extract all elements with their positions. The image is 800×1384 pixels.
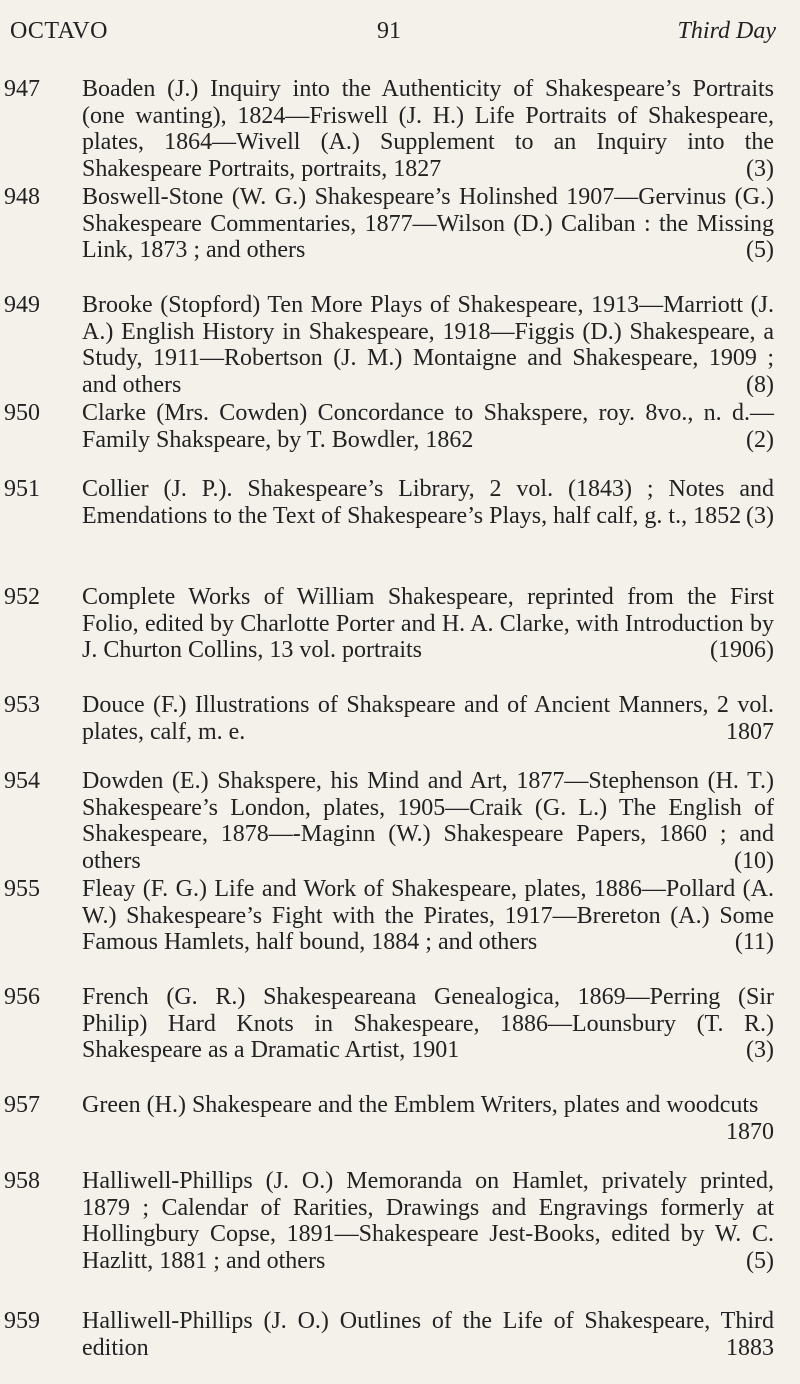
lot-text: Fleay (F. G.) Life and Work of Shakespeare, plates, 1886—Pollard (A. W.) Shakespeare’s Fight with the Pirates, 1917—Brereton (A.) Some Famous Hamlets, half bound, 1884 ; and others [82, 876, 774, 955]
lot-entry [0, 692, 800, 768]
lot-count: (5) [746, 237, 774, 263]
lot-number: 950 [4, 400, 40, 426]
lot-text: French (G. R.) Shakespeareana Genealogica, 1869—Perring (Sir Philip) Hard Knots in Shakespeare, 1886—Lounsbury (T. R.) Shakespeare as a Dramatic Artist, 1901 [82, 984, 774, 1063]
lot-text: Dowden (E.) Shakspere, his Mind and Art, 1877—Stephenson (H. T.) Shakespeare’s London, plates, 1905—Craik (G. L.) The English of Shakespeare, 1878—-Maginn (W.) Shakespeare Papers, 1860 ; and others [82, 768, 774, 874]
lot-description [82, 476, 774, 529]
lot-text: Complete Works of William Shakespeare, reprinted from the First Folio, edited by Charlotte Porter and H. A. Clarke, with Introduction by J. Churton Collins, 13 vol. portraits [82, 584, 774, 663]
lot-text: Collier (J. P.). Shakespeare’s Library, 2 vol. (1843) ; Notes and Emendations to the Text of Shakespeare’s Plays, half calf, g. t., 1852 [82, 476, 774, 529]
lot-entry [0, 400, 800, 476]
lot-text: Halliwell-Phillips (J. O.) Outlines of the Life of Shakespeare, Third edition [82, 1308, 774, 1361]
lot-count: 1807 [726, 718, 774, 745]
lot-count: (1906) [710, 637, 774, 663]
lot-list [0, 76, 800, 1384]
lot-count: (10) [734, 847, 774, 874]
lot-number: 956 [4, 984, 40, 1010]
lot-count: (8) [746, 371, 774, 398]
lot-description [82, 1168, 774, 1274]
lot-description [82, 1092, 774, 1145]
lot-text: Douce (F.) Illustrations of Shakspeare and of Ancient Manners, 2 vol. plates, calf, m. e. [82, 692, 774, 745]
lot-number: 958 [4, 1168, 40, 1194]
lot-number: 953 [4, 692, 40, 718]
lot-text: Halliwell-Phillips (J. O.) Memoranda on Hamlet, privately printed, 1879 ; Calendar of Rarities, Drawings and Engravings formerly at Hollingbury Copse, 1891—Shakespeare Jest-Books, edited by W. C. Hazlitt, 1881 ; and others [82, 1168, 774, 1274]
lot-text: Boaden (J.) Inquiry into the Authenticity of Shakespeare’s Portraits (one wanting), 1824—Friswell (J. H.) Life Portraits of Shakespeare, plates, 1864—Wivell (A.) Supplement to an Inquiry into the Shakespeare Portraits, portraits, 1827 [82, 76, 774, 182]
lot-entry [0, 984, 800, 1092]
lot-count: (3) [746, 502, 774, 529]
lot-number: 957 [4, 1092, 40, 1118]
lot-description [82, 76, 774, 182]
page-number: 91 [377, 18, 401, 44]
lot-number: 952 [4, 584, 40, 610]
lot-text: Brooke (Stopford) Ten More Plays of Shakespeare, 1913—Marriott (J. A.) English History in Shakespeare, 1918—Figgis (D.) Shakespeare, a Study, 1911—Robertson (J. M.) Montaigne and Shakespeare, 1909 ; and others [82, 292, 774, 398]
lot-entry [0, 476, 800, 584]
lot-entry [0, 768, 800, 876]
lot-entry [0, 292, 800, 400]
lot-description [82, 400, 774, 453]
lot-count: (11) [734, 929, 774, 955]
lot-entry [0, 1168, 800, 1308]
format-heading: OCTAVO [10, 18, 108, 44]
lot-entry [0, 1092, 800, 1168]
lot-number: 951 [4, 476, 40, 502]
lot-entry [0, 876, 800, 984]
lot-description [82, 184, 774, 264]
lot-description [82, 584, 774, 664]
sale-day-heading: Third Day [677, 18, 776, 44]
lot-count: (3) [746, 1037, 774, 1063]
lot-count: (5) [746, 1247, 774, 1274]
lot-text: Green (H.) Shakespeare and the Emblem Writers, plates and woodcuts [82, 1092, 759, 1118]
lot-description [82, 692, 774, 745]
lot-count: (2) [746, 426, 774, 453]
lot-count: (3) [746, 155, 774, 182]
lot-number: 948 [4, 184, 40, 210]
lot-description [82, 876, 774, 956]
lot-description [82, 1308, 774, 1361]
lot-number: 949 [4, 292, 40, 318]
lot-description [82, 984, 774, 1064]
lot-entry [0, 184, 800, 292]
lot-entry [0, 76, 800, 184]
lot-entry [0, 584, 800, 692]
lot-number: 955 [4, 876, 40, 902]
lot-number: 959 [4, 1308, 40, 1334]
lot-description [82, 292, 774, 398]
lot-number: 954 [4, 768, 40, 794]
lot-description [82, 768, 774, 874]
lot-count: 1870 [726, 1118, 774, 1145]
lot-count: 1883 [726, 1334, 774, 1361]
running-head [0, 18, 800, 48]
lot-number: 947 [4, 76, 40, 102]
lot-text: Clarke (Mrs. Cowden) Concordance to Shakspere, roy. 8vo., n. d.—Family Shakspeare, by T. Bowdler, 1862 [82, 400, 774, 453]
lot-text: Boswell-Stone (W. G.) Shakespeare’s Holinshed 1907—Gervinus (G.) Shakespeare Commentaries, 1877—Wilson (D.) Caliban : the Missing Link, 1873 ; and others [82, 184, 774, 263]
lot-entry [0, 1308, 800, 1384]
